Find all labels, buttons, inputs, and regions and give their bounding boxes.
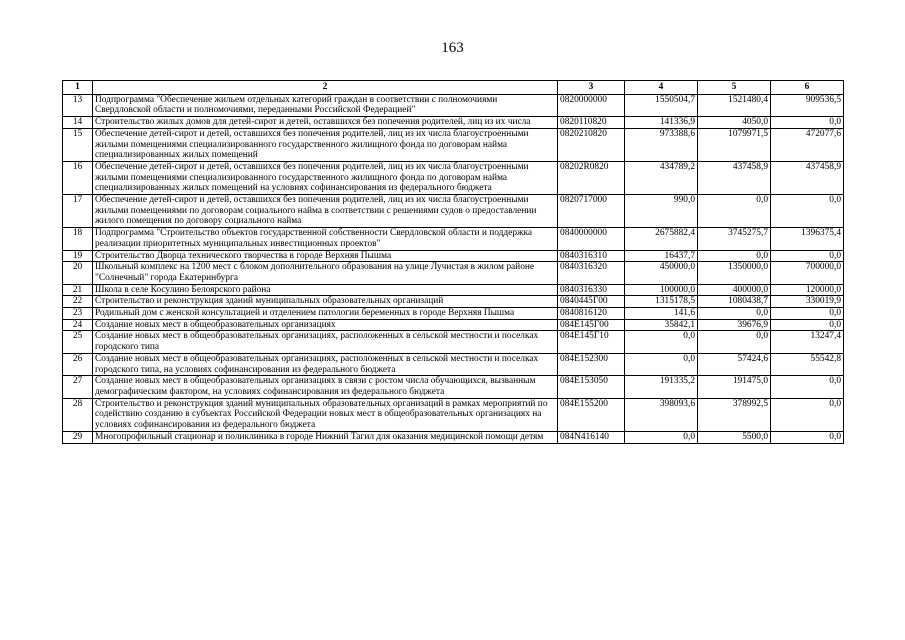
row-value-5: 57424,6: [698, 353, 771, 375]
row-number: 16: [63, 161, 93, 194]
row-code: 0820000000: [558, 94, 625, 116]
row-value-5: 437458,9: [698, 161, 771, 194]
row-code: 0820210820: [558, 128, 625, 161]
row-value-4: 398093,6: [625, 398, 698, 431]
row-code: 084E145Г00: [558, 319, 625, 331]
row-code: 084E152300: [558, 353, 625, 375]
header-row: [63, 81, 844, 95]
row-description: Подпрограмма "Обеспечение жильем отдельных категорий граждан в соответствии с полномочиями Свердловской области и полномочиями, переданными Российской Федерацией": [93, 94, 558, 116]
table-row: [63, 331, 844, 353]
table-row: [63, 250, 844, 262]
row-description: Подпрограмма "Строительство объектов государственной собственности Свердловской области и поддержка реализации приоритетных муниципальных инвестиционных проектов": [93, 228, 558, 250]
column-header-6: 6: [771, 81, 844, 95]
row-description: Строительство Дворца технического творчества в городе Верхняя Пышма: [93, 250, 558, 262]
row-number: 15: [63, 128, 93, 161]
table-row: [63, 431, 844, 443]
column-header-3: 3: [558, 81, 625, 95]
row-value-5: 0,0: [698, 308, 771, 320]
row-number: 21: [63, 284, 93, 296]
row-value-5: 39676,9: [698, 319, 771, 331]
row-number: 24: [63, 319, 93, 331]
row-code: 0820110820: [558, 117, 625, 129]
row-description: Многопрофильный стационар и поликлиника в городе Нижний Тагил для оказания медицинской помощи детям: [93, 431, 558, 443]
row-description: Школа в селе Косулино Белоярского района: [93, 284, 558, 296]
column-header-1: 1: [63, 81, 93, 95]
table-row: [63, 284, 844, 296]
row-value-4: 100000,0: [625, 284, 698, 296]
column-header-5: 5: [698, 81, 771, 95]
row-value-6: 0,0: [771, 250, 844, 262]
row-value-6: 700000,0: [771, 262, 844, 284]
budget-table: [62, 80, 844, 444]
table-row: [63, 228, 844, 250]
table-row: [63, 262, 844, 284]
row-value-5: 378992,5: [698, 398, 771, 431]
row-value-4: 191335,2: [625, 376, 698, 398]
row-value-6: 120000,0: [771, 284, 844, 296]
row-code: 0840316310: [558, 250, 625, 262]
row-description: Строительство жилых домов для детей-сирот и детей, оставшихся без попечения родителей, лиц из их числа: [93, 117, 558, 129]
row-value-6: 909536,5: [771, 94, 844, 116]
row-value-5: 4050,0: [698, 117, 771, 129]
row-value-6: 437458,9: [771, 161, 844, 194]
row-value-4: 2675882,4: [625, 228, 698, 250]
row-value-6: 13247,4: [771, 331, 844, 353]
row-value-5: 0,0: [698, 195, 771, 228]
row-value-4: 1550504,7: [625, 94, 698, 116]
row-value-5: 0,0: [698, 250, 771, 262]
table-row: [63, 296, 844, 308]
row-code: 0840000000: [558, 228, 625, 250]
row-number: 27: [63, 376, 93, 398]
row-description: Создание новых мест в общеобразовательных организациях в связи с ростом числа обучающихся, вызванным демографическим фактором, на условиях софинансирования из федерального бюджета: [93, 376, 558, 398]
row-number: 25: [63, 331, 93, 353]
row-description: Создание новых мест в общеобразовательных организациях: [93, 319, 558, 331]
row-code: 084E155200: [558, 398, 625, 431]
row-description: Строительство и реконструкция зданий муниципальных образовательных организаций в рамках мероприятий по содействию созданию в субъектах Российской Федерации новых мест в общеобразовательных организациях на условиях софинансирования из федерального бюджета: [93, 398, 558, 431]
row-value-4: 16437,7: [625, 250, 698, 262]
row-value-4: 1315178,5: [625, 296, 698, 308]
row-code: 0840316330: [558, 284, 625, 296]
table-row: [63, 319, 844, 331]
row-code: 08202R0820: [558, 161, 625, 194]
table-row: [63, 128, 844, 161]
row-description: Родильный дом с женской консультацией и отделением патологии беременных в городе Верхняя Пышма: [93, 308, 558, 320]
row-number: 29: [63, 431, 93, 443]
row-number: 20: [63, 262, 93, 284]
row-value-6: 0,0: [771, 398, 844, 431]
row-value-5: 1350000,0: [698, 262, 771, 284]
row-number: 13: [63, 94, 93, 116]
column-header-4: 4: [625, 81, 698, 95]
row-value-4: 35842,1: [625, 319, 698, 331]
column-header-2: 2: [93, 81, 558, 95]
row-number: 22: [63, 296, 93, 308]
row-value-4: 141,6: [625, 308, 698, 320]
row-value-4: 141336,9: [625, 117, 698, 129]
row-description: Строительство и реконструкция зданий муниципальных образовательных организаций: [93, 296, 558, 308]
row-value-5: 191475,0: [698, 376, 771, 398]
row-value-4: 973388,6: [625, 128, 698, 161]
row-code: 084N416140: [558, 431, 625, 443]
row-number: 28: [63, 398, 93, 431]
row-value-5: 0,0: [698, 331, 771, 353]
row-description: Создание новых мест в общеобразовательных организациях, расположенных в сельской местности и поселках городского типа: [93, 331, 558, 353]
table-row: [63, 117, 844, 129]
row-value-6: 0,0: [771, 195, 844, 228]
row-value-6: 0,0: [771, 117, 844, 129]
row-code: 0840445Г00: [558, 296, 625, 308]
row-value-4: 434789,2: [625, 161, 698, 194]
row-value-4: 0,0: [625, 431, 698, 443]
row-number: 19: [63, 250, 93, 262]
row-number: 26: [63, 353, 93, 375]
row-code: 0820717000: [558, 195, 625, 228]
row-value-6: 1396375,4: [771, 228, 844, 250]
row-value-6: 472077,6: [771, 128, 844, 161]
table-row: [63, 195, 844, 228]
row-number: 23: [63, 308, 93, 320]
row-value-6: 0,0: [771, 376, 844, 398]
row-value-6: 330019,9: [771, 296, 844, 308]
row-value-5: 1521480,4: [698, 94, 771, 116]
row-value-6: 0,0: [771, 319, 844, 331]
row-code: 0840816120: [558, 308, 625, 320]
row-number: 18: [63, 228, 93, 250]
row-value-4: 450000,0: [625, 262, 698, 284]
row-value-6: 0,0: [771, 308, 844, 320]
row-description: Школьный комплекс на 1200 мест с блоком дополнительного образования на улице Лучистая в жилом районе "Солнечный" города Екатеринбурга: [93, 262, 558, 284]
row-value-5: 3745275,7: [698, 228, 771, 250]
row-code: 084E145Г10: [558, 331, 625, 353]
row-number: 14: [63, 117, 93, 129]
row-value-4: 0,0: [625, 353, 698, 375]
row-description: Обеспечение детей-сирот и детей, оставшихся без попечения родителей, лиц из их числа благоустроенными жилыми помещениями по договорам социального найма в соответствии с решениями судов о предоставлении жилого помещения по договору социального найма: [93, 195, 558, 228]
row-value-5: 1080438,7: [698, 296, 771, 308]
table-row: [63, 398, 844, 431]
row-code: 084E153050: [558, 376, 625, 398]
table-row: [63, 308, 844, 320]
table-row: [63, 94, 844, 116]
row-value-4: 0,0: [625, 331, 698, 353]
row-value-5: 5500,0: [698, 431, 771, 443]
row-description: Обеспечение детей-сирот и детей, оставшихся без попечения родителей, лиц из их числа благоустроенными жилыми помещениями специализированного государственного жилищного фонда по договорам найма специализированных жилых помещений: [93, 128, 558, 161]
row-value-5: 1079971,5: [698, 128, 771, 161]
page-number: 163: [441, 40, 464, 56]
row-description: Создание новых мест в общеобразовательных организациях, расположенных в сельской местности и поселках городского типа, на условиях софинансирования из федерального бюджета: [93, 353, 558, 375]
table-row: [63, 376, 844, 398]
row-code: 0840316320: [558, 262, 625, 284]
row-description: Обеспечение детей-сирот и детей, оставшихся без попечения родителей, лиц из их числа благоустроенными жилыми помещениями специализированного государственного жилищного фонда по договорам найма специализированных жилых помещений на условиях софинансирования из федерального бюджета: [93, 161, 558, 194]
row-value-5: 400000,0: [698, 284, 771, 296]
row-value-6: 55542,8: [771, 353, 844, 375]
table-row: [63, 353, 844, 375]
row-value-6: 0,0: [771, 431, 844, 443]
row-number: 17: [63, 195, 93, 228]
table-row: [63, 161, 844, 194]
row-value-4: 990,0: [625, 195, 698, 228]
